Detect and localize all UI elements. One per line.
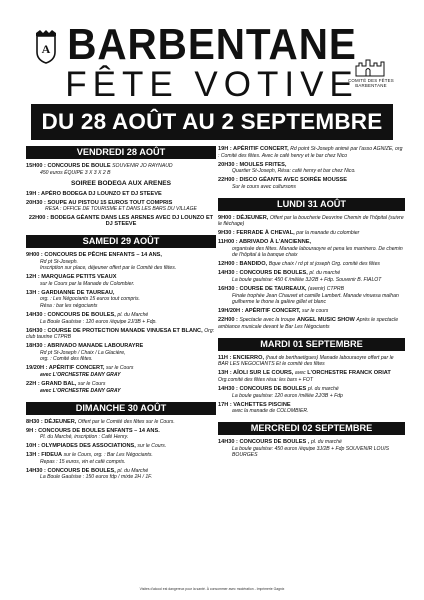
event-item: 16H30 : COURSE DE PROTECTION MANADE VINUESA ET BLANC, Org: club taurine CTPRB [26,327,215,341]
day-heading-lundi: LUNDI 31 AOÛT [218,198,405,211]
event-item: 19H : APÉRO BODEGA DJ LOUNZO ET DJ STEEVE [26,190,162,197]
event-item: 17H : VACHETTES PISCINE avec la manade de COLOMBIER. [218,401,309,415]
event-item: 20H30 : MOULES FRITES, Quartier St-Joseph, Résa: café henry et bar chez Nico. [218,161,356,175]
event-item: 22H00 : DISCO GÉANTE AVEC SOIRÉE MOUSSE Sur le cours avec cultursons [218,177,347,190]
event-item: 14H30 : CONCOURS DE BOULES , pl. du marché La boule gaulsise: 450 euros /équipe 3J/2B + Fdp SOUVENIR LOUIS BOURGES [218,439,390,459]
event-item: 22H00 : BODEGA GÉANTE DANS LES ARENES AVEC DJ LOUNZO ET DJ STEEVE [28,214,214,228]
event-title: FÊTE VOTIVE [65,65,359,104]
event-item: 9H : CONCOURS DE BOULES ENFANTS – 14 ANS. Pl. du Marché, inscription : Café Henry. [26,427,160,441]
day-heading-mardi: MARDI 01 SEPTEMBRE [218,338,405,351]
dates-banner: DU 28 AOÛT AU 2 SEPTEMBRE [31,104,393,140]
svg-text:A: A [41,42,51,56]
left-column [26,146,216,483]
event-item: 14H30 : CONCOURS DE BOULES, pl. du Marché La Boule Gaulsise : 150 euros fdp / mixte 2H / 1F. [26,467,153,481]
day-heading-vendredi: VENDREDI 28 AOÛT [26,146,216,159]
comite-logo [340,58,402,88]
event-item: 11H : ENCIERRO, (haut de berthaetigues) Manade labouraoyre offert par le BAR LES NEGOCIANTS Et le comité des fêtes [218,354,394,368]
event-item: 13H : FIDEUA sur le Cours, org. : Bar Les Négociants. Repas : 15 euros, vin et café compris. [26,452,153,465]
event-item: 20H30 : SOUPE AU PISTOU 15 EUROS TOUT COMPRIS RESA : OFFICE DE TOURISME ET DANS LES BARS DU VILLAGE [26,199,197,213]
event-item: 13H : GARDIANNE DE TAUREAU, org. : Les Négociants 15 euros tout compris. Résa : bar les négociants [26,289,140,310]
event-item: 19/20H : APÉRITIF CONCERT, sur le Cours avec L'ORCHESTRE DANY GRAY [26,365,134,378]
event-item: 8H30 : DÉJEUNER, Offert par le Comité des fêtes sur le Cours. [26,418,175,425]
event-item: 9H30 : FERRADE À CHEVAL, par la manade du colombier [218,230,360,237]
day-heading-mercredi: MERCREDI 02 SEPTEMBRE [218,422,405,435]
comite-label: COMITÉ DES FÊTES BARBENTANE [348,78,394,88]
event-item: 10H : OLYMPIADES DES ASSOCIATIONS, sur le Cours. [26,443,167,450]
event-item: 18H30 : ABRIVADO MANADE LABOURAYRE Rd pt St-Joseph / Chaix / La Glacière, org. : Comité des fêtes. [26,343,144,363]
event-item: 16H30 : COURSE DE TAUREAUX, (avenir) CTPRB Finale trophée Jean Chauvet et camille Lambert. Manade vinuesa malhan guilherme le thone la galère gillet et blanc [218,286,399,306]
event-item: 14H30 : CONCOURS DE BOULES, pl. du marché La boule gaulsise: 450 € /mêlée 3J/2B + Fdp. Souvenir B. FIALOT [218,270,382,284]
soiree-title: SOIREE BODEGA AUX ARENES [70,180,172,188]
event-item: 22H00 : Spectacle avec la troupe ANGEL MUSIC SHOW Après le spectacle ambiance musicale devant le Bar Les Négociants [218,317,399,330]
event-item: 11H00 : ABRIVADO À L'ANCIENNE, organisée des fêtes. Manade labouraoyre et pena les marrinero. De chemin de l'hôpital à la banque chaix [218,239,403,259]
event-item: 9H00 : CONCOURS DE PÊCHE ENFANTS – 14 ANS, Rd pt St-Joseph. Inscription sur place, déjeuner offert par le Comité des fêtes. [26,252,177,272]
event-item: 12H : MARQUAGE PETITS VEAUX sur le Cours par la Manade du Colombier. [26,274,135,287]
event-item: 19H : APÉRITIF CONCERT, Rd point St-Joseph animé par l'asso AGNIZE, org : Comité des fêtes. Avec le café henry et le bar chez Nico [218,146,403,159]
event-item: 19H/20H : APÉRITIF CONCERT, sur le cours [218,308,329,315]
day-heading-dimanche: DIMANCHE 30 AOÛT [26,402,216,415]
event-item: 12H00 : BANDIDO, Bque chaix / rd pt st joseph Org. comité des fêtes [218,261,380,268]
event-item: 15H00 : CONCOURS DE BOULE SOUVENIR JO RAYNAUD 450 euros ÉQUIPE 3 X 3 X 2 B [26,163,173,176]
footer-disclaimer: Visites d'alcool est dangereux pour la santé. À consommer avec modération - Imprimerie Gagnix [139,587,285,591]
event-item: 13H : AÏOLI SUR LE COURS, avec L'ORCHESTRE FRANCK ORIAT Org.comité des fêtes résa: les bars + FOT [218,370,391,383]
day-heading-samedi: SAMEDI 29 AOÛT [26,235,216,248]
comite-castle-icon [354,58,388,78]
event-item: 9H00 : DÉJEUNER, Offert par la boucherie Deuvrine Chemin de l'hôpital (suivre le fléchage) [218,214,404,228]
right-column [218,146,405,461]
event-item: 14H30 : CONCOURS DE BOULES, pl. du Marché La Boule Gaulsise : 120 euros /équipe 2J/3B + Fdp. [26,312,157,325]
town-title: BARBENTANE [67,20,357,69]
event-item: 14H30 : CONCOURS DE BOULES pl. du marché La boule gaulsise: 120 euros /mêlée 2J/3B + Fdp [218,385,343,399]
event-item: 22H : GRAND BAL, sur le Cours avec L'ORCHESTRE DANY GRAY [26,380,121,394]
